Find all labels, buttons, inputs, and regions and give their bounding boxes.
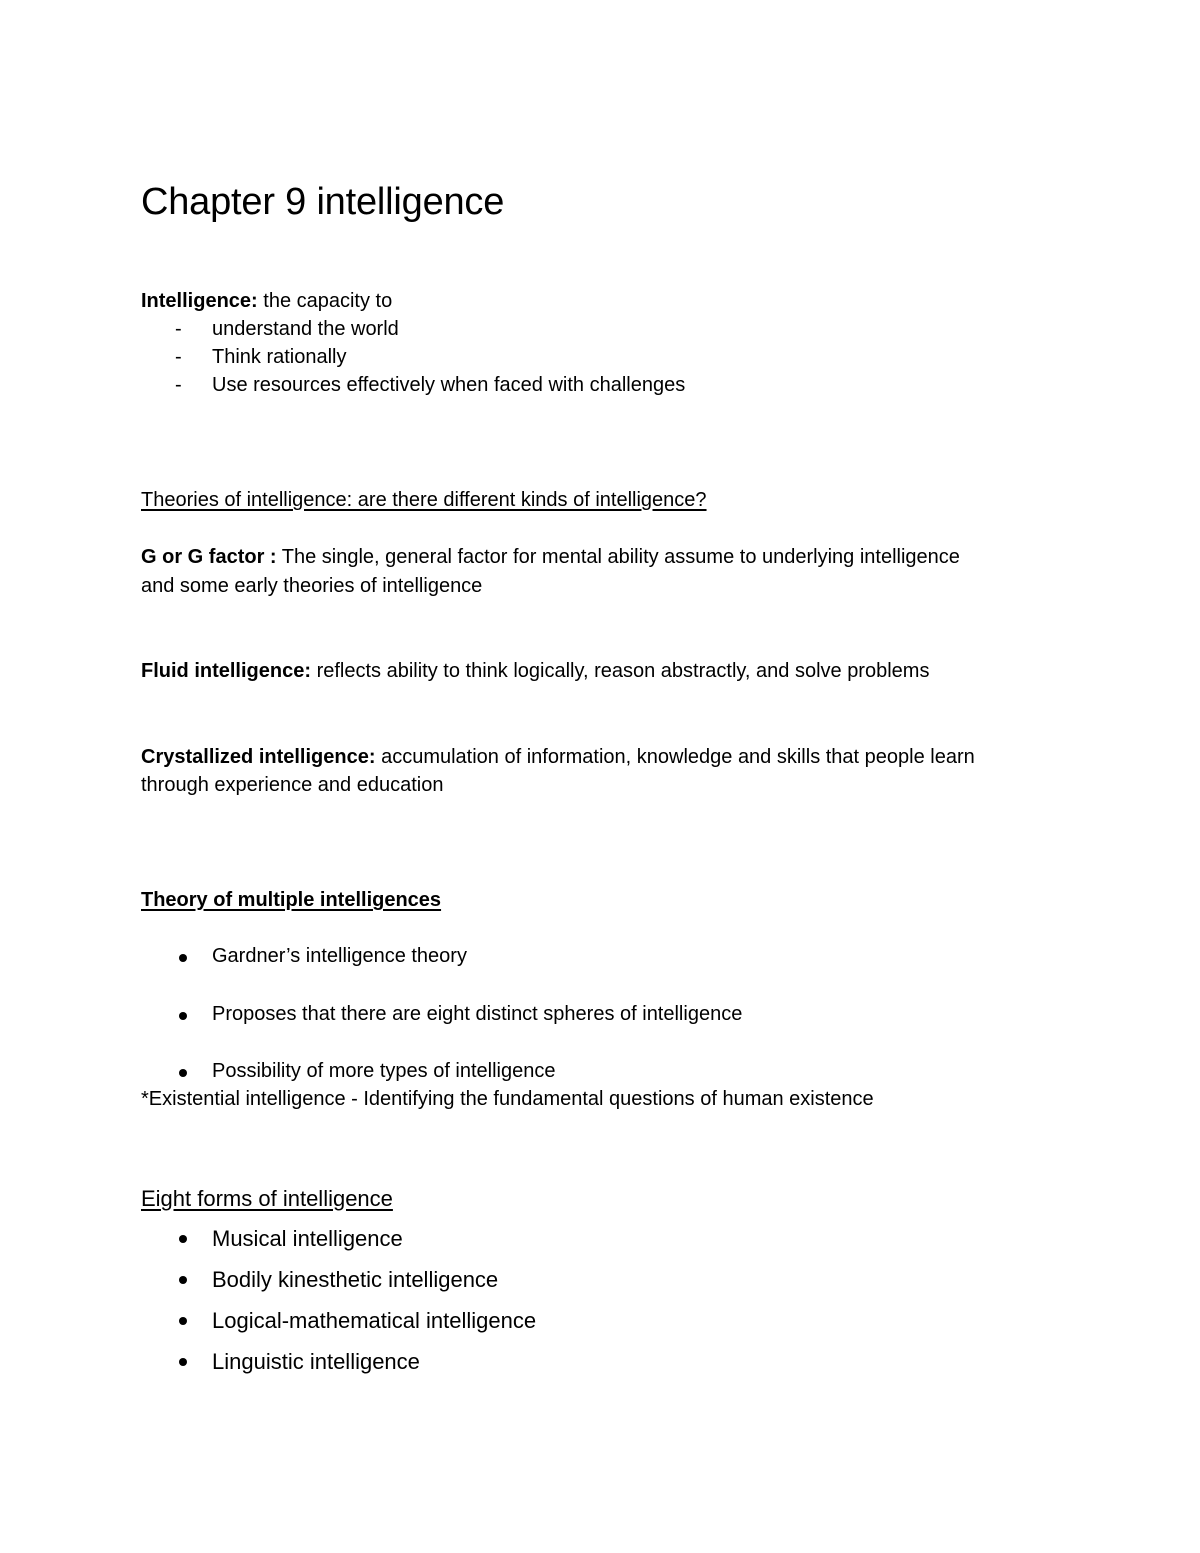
intelligence-definition <box>141 287 392 316</box>
list-item-text: Think rationally <box>212 346 347 368</box>
crystallized-text-line2: through experience and education <box>141 774 444 796</box>
bullet-icon <box>179 1012 187 1020</box>
list-item-text: Use resources effectively when faced with challenges <box>212 374 686 396</box>
list-item-text: Gardner’s intelligence theory <box>212 945 467 967</box>
bullet-icon <box>179 1235 187 1243</box>
dash-marker: - <box>175 374 182 396</box>
g-factor-text: The single, general factor for mental ability assume to underlying intelligence <box>276 546 960 568</box>
crystallized-text: accumulation of information, knowledge and skills that people learn <box>375 746 975 768</box>
term-g-factor: G or G factor : <box>141 546 277 568</box>
term-intelligence: Intelligence: <box>141 290 258 312</box>
list-item-text: Possibility of more types of intelligence <box>212 1060 556 1082</box>
term-fluid: Fluid intelligence: <box>141 660 312 682</box>
existential-note: *Existential intelligence - Identifying the fundamental questions of human existence <box>141 1088 874 1110</box>
crystallized-definition <box>141 743 975 772</box>
list-item-text: understand the world <box>212 318 399 340</box>
bullet-icon <box>179 1069 187 1077</box>
bullet-icon <box>179 1358 187 1366</box>
page-title: Chapter 9 intelligence <box>141 181 505 223</box>
list-item-text: Linguistic intelligence <box>212 1349 420 1374</box>
eight-forms-heading: Eight forms of intelligence <box>141 1186 393 1211</box>
dash-marker: - <box>175 318 182 340</box>
g-factor-definition <box>141 543 960 572</box>
dash-marker: - <box>175 346 182 368</box>
multiple-intelligences-heading: Theory of multiple intelligences <box>141 889 442 911</box>
bullet-icon <box>179 954 187 962</box>
term-crystallized: Crystallized intelligence: <box>141 746 376 768</box>
list-item-text: Bodily kinesthetic intelligence <box>212 1267 499 1292</box>
bullet-icon <box>179 1317 187 1325</box>
list-item-text: Logical-mathematical intelligence <box>212 1308 537 1333</box>
theories-heading: Theories of intelligence: are there different kinds of intelligence? <box>141 489 707 511</box>
fluid-text: reflects ability to think logically, reason abstractly, and solve problems <box>311 660 930 682</box>
bullet-icon <box>179 1276 187 1284</box>
fluid-definition <box>141 657 929 686</box>
g-factor-text-line2: and some early theories of intelligence <box>141 575 483 597</box>
list-item-text: Musical intelligence <box>212 1226 403 1251</box>
list-item-text: Proposes that there are eight distinct spheres of intelligence <box>212 1003 743 1025</box>
intelligence-text: the capacity to <box>257 290 393 312</box>
